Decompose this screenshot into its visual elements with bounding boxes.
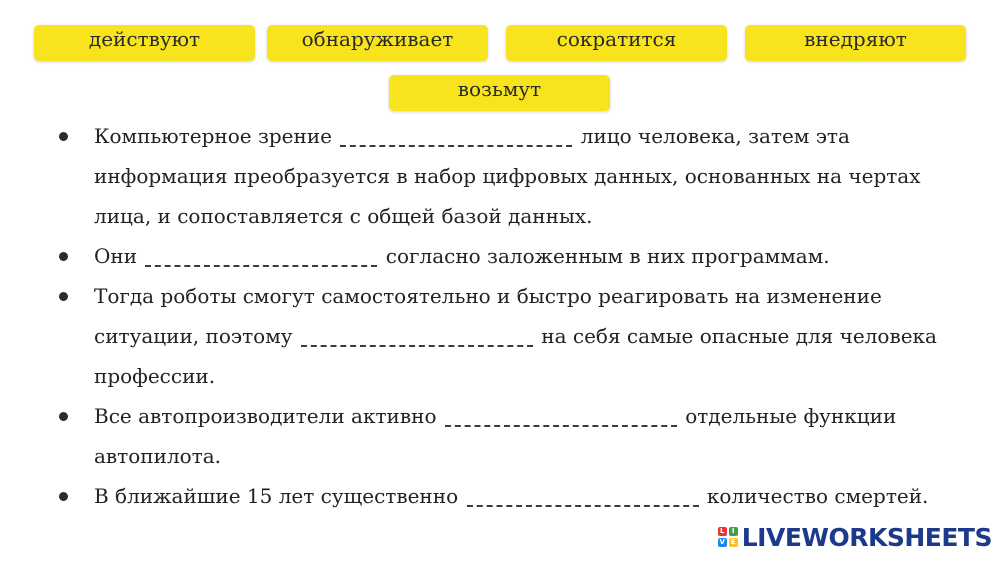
sentence-item [50,116,950,236]
logo-square-l: L [718,527,727,536]
sentence-text-before: Они [94,244,138,268]
word-bank [0,0,1000,115]
sentence-text-before: Компьютерное зрение [94,124,333,148]
sentence-text-before: Все автопроизводители активно [94,404,437,428]
sentence-item [50,396,950,476]
logo-square-i: I [729,527,738,536]
answer-blank[interactable] [340,123,572,147]
word-chip-obnaruzhivaet[interactable]: обнаруживает [267,25,488,61]
liveworksheets-logo [718,522,992,552]
sentence-text-after: на себя самые опасные для человека профессии. [94,324,937,388]
sentence-item [50,276,950,396]
word-chip-deystvuyut[interactable]: действуют [34,25,255,61]
bullet-icon [59,412,68,421]
bullet-icon [59,292,68,301]
answer-blank[interactable] [145,243,377,267]
bullet-icon [59,252,68,261]
sentence-text-before: В ближайшие 15 лет существенно [94,484,459,508]
word-chip-vnedryayut[interactable]: внедряют [745,25,966,61]
sentence-item [50,476,950,516]
word-chip-vozmut[interactable]: возьмут [389,75,610,111]
sentence-text-after: лицо человека, затем эта информация преобразуется в набор цифровых данных, основанных на чертах лица, и сопоставляется с общей базой данных. [94,124,921,228]
sentence-text-before: Тогда роботы смогут самостоятельно и быстро реагировать на изменение ситуации, поэтому [94,284,882,348]
answer-blank[interactable] [301,323,533,347]
logo-square-v: V [719,538,725,546]
liveworksheets-logo-icon [718,527,738,547]
bullet-icon [59,132,68,141]
answer-blank[interactable] [445,403,677,427]
brand-name: LIVEWORKSHEETS [741,522,992,552]
sentence-item [50,236,950,276]
sentence-text-after: отдельные функции автопилота. [94,404,897,468]
sentence-text-after: количество смертей. [706,484,929,508]
answer-blank[interactable] [467,483,699,507]
sentence-list [50,116,950,516]
logo-square-e: E [729,538,738,547]
sentence-text-after: согласно заложенным в них программам. [385,244,830,268]
word-chip-sokratitsya[interactable]: сократится [506,25,727,61]
bullet-icon [59,492,68,501]
